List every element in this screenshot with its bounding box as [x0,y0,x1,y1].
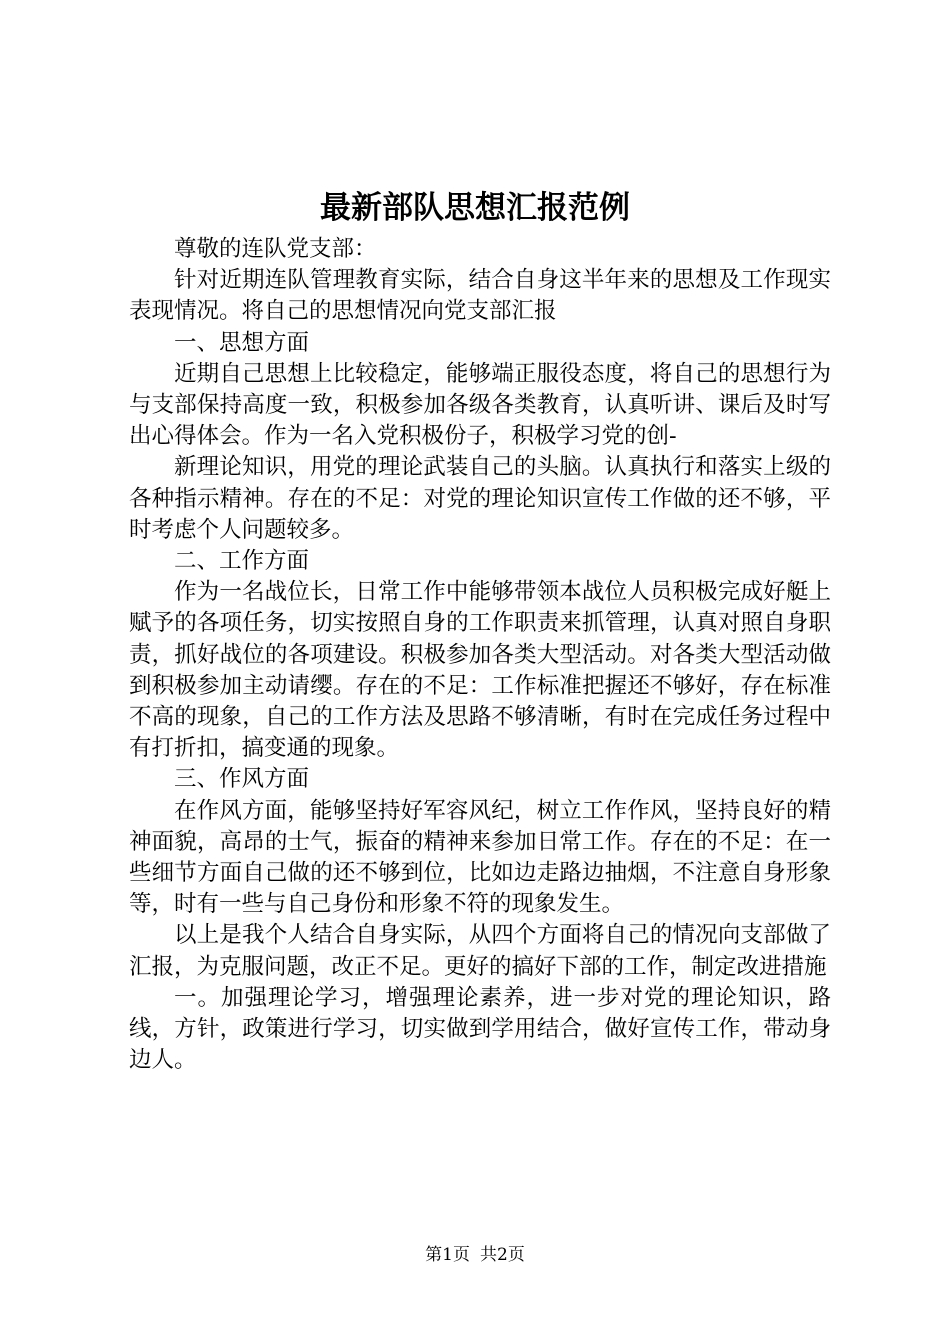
thought-paragraph-1: 近期自己思想上比较稳定，能够端正服役态度，将自己的思想行为与支部保持高度一致，积极参加各级各类教育，认真听讲、课后及时写出心得体会。作为一名入党积极份子，积极学习党的创- [129,360,831,450]
measure-paragraph-1: 一。加强理论学习，增强理论素养，进一步对党的理论知识，路线，方针，政策进行学习，切实做到学用结合，做好宣传工作，带动身边人。 [129,984,831,1074]
work-paragraph: 作为一名战位长，日常工作中能够带领本战位人员积极完成好艇上赋予的各项任务，切实按照自身的工作职责来抓管理，认真对照自身职责，抓好战位的各项建设。积极参加各类大型活动。对各类大型活动做到积极参加主动请缨。存在的不足：工作标准把握还不够好，存在标准不高的现象，自己的工作方法及思路不够清晰，有时在完成任务过程中有打折扣，搞变通的现象。 [129,579,831,762]
section-heading-work: 二、工作方面 [174,548,310,575]
summary-paragraph: 以上是我个人结合自身实际，从四个方面将自己的情况向支部做了汇报，为克服问题，改正不足。更好的搞好下部的工作，制定改进措施 [129,922,831,980]
page-total: 共2页 [480,1245,525,1265]
style-paragraph: 在作风方面，能够坚持好军容风纪，树立工作作风，坚持良好的精神面貌，高昂的士气，振奋的精神来参加日常工作。存在的不足：在一些细节方面自己做的还不够到位，比如边走路边抽烟，不注意自身形象等，时有一些与自己身份和形象不符的现象发生。 [129,797,831,918]
thought-paragraph-2: 新理论知识，用党的理论武装自己的头脑。认真执行和落实上级的各种指示精神。存在的不足：对党的理论知识宣传工作做的还不够，平时考虑个人问题较多。 [129,454,831,543]
document-body [129,234,831,1076]
intro-paragraph: 针对近期连队管理教育实际，结合自身这半年来的思想及工作现实表现情况。将自己的思想情况向党支部汇报 [129,267,831,325]
section-heading-thought: 一、思想方面 [174,329,310,356]
page-number: 第1页 [425,1245,470,1265]
document-title: 最新部队思想汇报范例 [320,190,630,226]
salutation-paragraph: 尊敬的连队党支部： [174,236,377,262]
section-heading-style: 三、作风方面 [174,766,310,793]
page-footer [0,1243,950,1267]
